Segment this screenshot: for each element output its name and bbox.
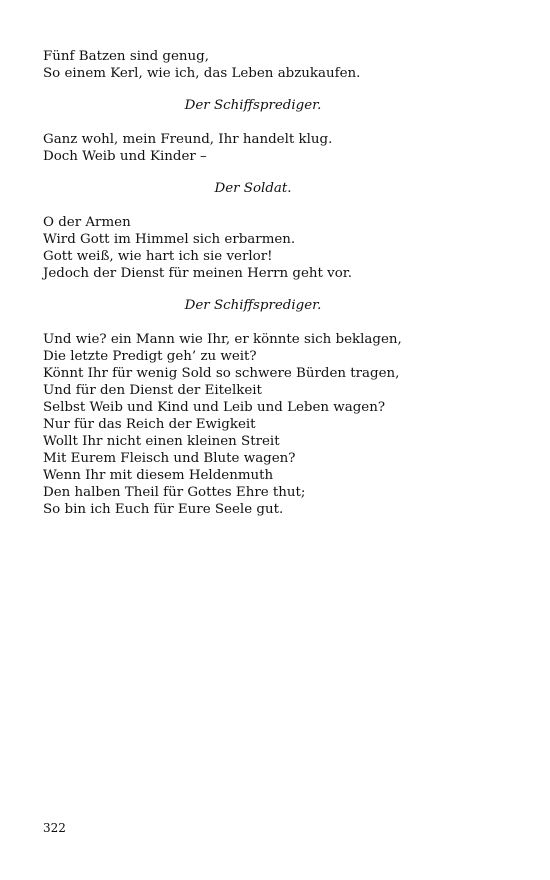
- verse-line: Nur für das Reich der Ewigkeit: [43, 417, 256, 432]
- verse-line: Jedoch der Dienst für meinen Herrn geht vor.: [43, 266, 352, 281]
- verse-line: O der Armen: [43, 215, 131, 230]
- verse-line: Ganz wohl, mein Freund, Ihr handelt klug.: [43, 132, 333, 147]
- spacer: [43, 82, 463, 97]
- verse-line: So einem Kerl, wie ich, das Leben abzukaufen.: [43, 66, 361, 81]
- speaker-heading: Der Soldat.: [214, 181, 292, 196]
- verse-line: Die letzte Predigt geh’ zu weit?: [43, 349, 257, 364]
- verse-block: [43, 131, 463, 165]
- verse-line: Wollt Ihr nicht einen kleinen Streit: [43, 434, 280, 449]
- verse-block: [43, 331, 463, 518]
- spacer: [43, 197, 463, 214]
- speaker-heading: Der Schiffsprediger.: [184, 298, 322, 313]
- verse-line: Gott weiß, wie hart ich sie verlor!: [43, 249, 273, 264]
- verse-line: Fünf Batzen sind genug,: [43, 49, 209, 64]
- spacer: [43, 165, 463, 180]
- verse-line: Den halben Theil für Gottes Ehre thut;: [43, 485, 306, 500]
- verse-block: [43, 214, 463, 282]
- spacer: [43, 282, 463, 297]
- verse-line: Und wie? ein Mann wie Ihr, er könnte sich beklagen,: [43, 332, 402, 347]
- page-number: 322: [43, 821, 66, 835]
- verse-line: Könnt Ihr für wenig Sold so schwere Bürden tragen,: [43, 366, 400, 381]
- page-text: [43, 48, 463, 518]
- speaker-heading: Der Schiffsprediger.: [184, 98, 322, 113]
- verse-line: Wird Gott im Himmel sich erbarmen.: [43, 232, 296, 247]
- verse-line: Selbst Weib und Kind und Leib und Leben wagen?: [43, 400, 386, 415]
- verse-line: Wenn Ihr mit diesem Heldenmuth: [43, 468, 274, 483]
- verse-line: So bin ich Euch für Eure Seele gut.: [43, 502, 284, 517]
- spacer: [43, 314, 463, 331]
- spacer: [43, 114, 463, 131]
- verse-block: [43, 48, 463, 82]
- verse-line: Und für den Dienst der Eitelkeit: [43, 383, 262, 398]
- verse-line: Doch Weib und Kinder –: [43, 149, 207, 164]
- verse-line: Mit Eurem Fleisch und Blute wagen?: [43, 451, 296, 466]
